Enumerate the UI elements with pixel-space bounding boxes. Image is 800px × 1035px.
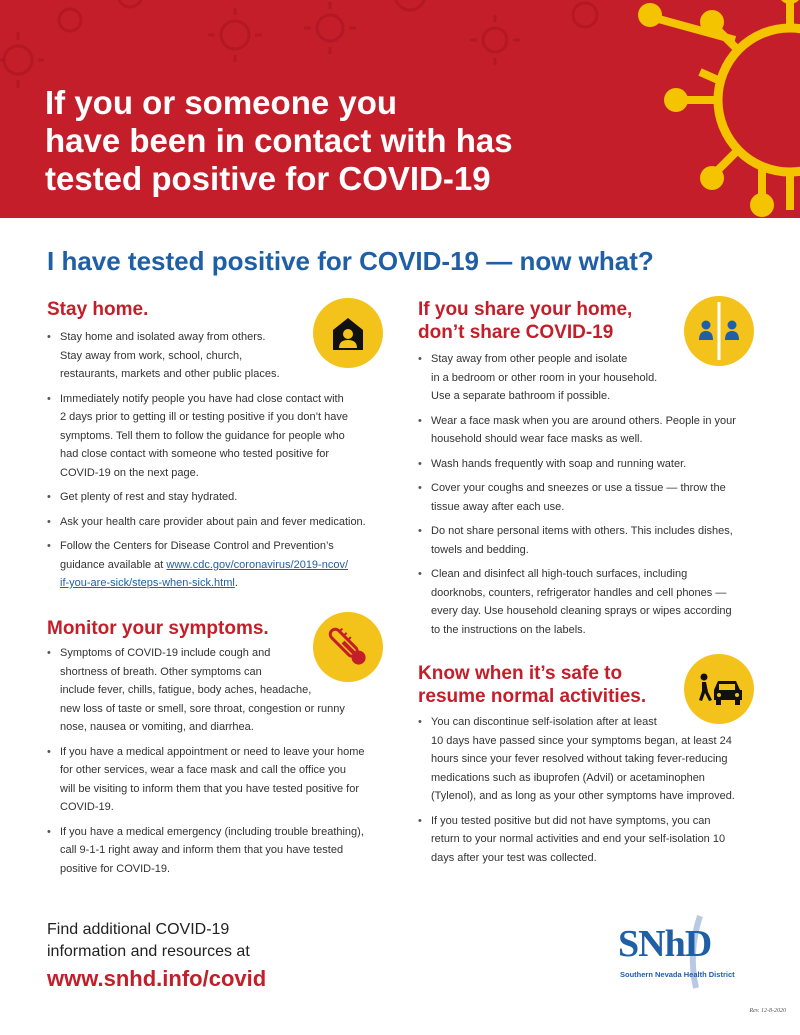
text-line: • Symptoms of COVID-19 include cough and bbox=[60, 647, 271, 659]
list-item bbox=[418, 522, 763, 559]
text-line: will be visiting to inform them that you have tested positive for bbox=[60, 782, 359, 795]
stay-home-list bbox=[47, 328, 387, 599]
list-item bbox=[418, 455, 763, 474]
text-line: • Stay home and isolated away from others. bbox=[60, 331, 266, 343]
text-line: COVID-19. bbox=[60, 801, 114, 813]
page-subtitle: I have tested positive for COVID-19 — now what? bbox=[47, 246, 654, 276]
text-line: positive for COVID-19. bbox=[60, 862, 171, 875]
text-line: • Cover your coughs and sneezes or use a tissue — throw the bbox=[431, 482, 726, 494]
text-line: • Clean and disinfect all high-touch surfaces, including bbox=[431, 568, 688, 580]
safe-title-line: resume normal activities. bbox=[418, 686, 647, 707]
text-line: new loss of taste or smell, sore throat, congestion or runny bbox=[60, 702, 345, 715]
text-line: symptoms. Tell them to follow the guidance for people who bbox=[60, 429, 345, 442]
text-line: • If you tested positive but did not have symptoms, you can bbox=[431, 814, 711, 827]
text-line: include fever, chills, fatigue, body aches, headache, bbox=[60, 684, 312, 696]
list-item bbox=[418, 412, 763, 449]
text-line: in a bedroom or other room in your household. bbox=[431, 371, 658, 384]
stay-home-title bbox=[47, 298, 148, 321]
header-banner bbox=[0, 0, 800, 218]
list-item bbox=[418, 812, 763, 868]
text-line: • Wash hands frequently with soap and running water. bbox=[431, 457, 687, 470]
text-line: to the instructions on the labels. bbox=[431, 623, 586, 636]
share-home-title bbox=[418, 298, 632, 344]
logo-letters: SNhD bbox=[618, 923, 712, 965]
safe-title bbox=[418, 662, 646, 708]
list-item bbox=[47, 823, 392, 879]
text-line: (Tylenol), and as long as your other symptoms have improved. bbox=[431, 790, 735, 802]
safe-title-line: Know when it’s safe to bbox=[418, 663, 623, 684]
text-line: • Ask your health care provider about pain and fever medication. bbox=[60, 515, 366, 528]
text-line: doorknobs, counters, refrigerator handles and cell phones — bbox=[431, 586, 727, 599]
text-line bbox=[60, 574, 387, 593]
header-title-line: If you or someone you bbox=[45, 84, 398, 121]
text-line: hours since your fever resolved without taking fever-reducing bbox=[431, 753, 728, 765]
text-line: for other services, wear a face mask and call the office you bbox=[60, 764, 346, 776]
text-line: • Immediately notify people you have had close contact with bbox=[60, 392, 344, 405]
text-line: • Do not share personal items with others. This includes dishes, bbox=[431, 525, 733, 537]
cdc-guidance-link[interactable]: www.cdc.gov/coronavirus/2019-ncov/ bbox=[166, 558, 349, 571]
stay-home-title-text: Stay home. bbox=[47, 299, 149, 320]
monitor-list bbox=[47, 644, 392, 884]
text-fragment: guidance available at bbox=[60, 558, 167, 571]
header-title-line: tested positive for COVID-19 bbox=[45, 160, 491, 197]
share-home-title-line: If you share your home, bbox=[418, 299, 633, 320]
text-line: shortness of breath. Other symptoms can bbox=[60, 665, 262, 678]
text-line: medications such as ibuprofen (Advil) or acetaminophen bbox=[431, 771, 705, 784]
text-line: household should wear face masks as well. bbox=[431, 433, 643, 445]
footer-text-line: Find additional COVID-19 bbox=[47, 921, 230, 938]
text-line: 10 days have passed since your symptoms began, at least 24 bbox=[431, 734, 732, 747]
list-item bbox=[418, 713, 763, 806]
text-line: call 9-1-1 right away and inform them that you have tested bbox=[60, 844, 344, 856]
list-item bbox=[418, 479, 763, 516]
text-line: • You can discontinue self-isolation after at least bbox=[431, 716, 657, 728]
text-line: • If you have a medical emergency (including trouble breathing), bbox=[60, 825, 364, 838]
share-home-list bbox=[418, 350, 763, 645]
text-line: • Get plenty of rest and stay hydrated. bbox=[60, 491, 238, 503]
text-line: days after your test was collected. bbox=[431, 851, 597, 864]
list-item bbox=[47, 644, 392, 737]
text-line: tissue away after each use. bbox=[431, 500, 565, 513]
text-fragment: . bbox=[234, 577, 238, 589]
monitor-title bbox=[47, 617, 269, 640]
list-item bbox=[418, 565, 763, 639]
list-item bbox=[47, 537, 387, 593]
text-line: return to your normal activities and end your self-isolation 10 bbox=[431, 833, 726, 845]
list-item bbox=[47, 743, 392, 817]
list-item bbox=[418, 350, 763, 406]
text-line: Use a separate bathroom if possible. bbox=[431, 390, 611, 402]
text-line: • Stay away from other people and isolate bbox=[431, 353, 628, 365]
text-line: COVID-19 on the next page. bbox=[60, 466, 199, 479]
text-line bbox=[60, 556, 387, 575]
text-line: • Follow the Centers for Disease Control and Prevention’s bbox=[60, 540, 334, 552]
header-title-line: have been in contact with has bbox=[45, 122, 513, 159]
list-item bbox=[47, 488, 387, 507]
share-home-title-line: don’t share COVID-19 bbox=[418, 322, 614, 343]
snhd-covid-link[interactable]: www.snhd.info/covid bbox=[47, 966, 267, 991]
text-line: nose, nausea or vomiting, and diarrhea. bbox=[60, 721, 254, 733]
cdc-guidance-link-continued[interactable]: if-you-are-sick/steps-when-sick.html bbox=[60, 577, 235, 589]
text-line: towels and bedding. bbox=[431, 543, 529, 556]
logo-tagline: Southern Nevada Health District bbox=[620, 970, 735, 979]
footer-text-line: information and resources at bbox=[47, 943, 250, 960]
text-line: • Wear a face mask when you are around others. People in your bbox=[431, 414, 736, 427]
text-line: • If you have a medical appointment or need to leave your home bbox=[60, 745, 365, 758]
text-line: had close contact with someone who tested positive for bbox=[60, 448, 330, 460]
header-title bbox=[45, 84, 605, 198]
text-line: restaurants, markets and other public places. bbox=[60, 368, 280, 380]
list-item bbox=[47, 328, 387, 384]
list-item bbox=[47, 513, 387, 532]
safe-list bbox=[418, 713, 763, 873]
text-line: 2 days prior to getting ill or testing positive if you don’t have bbox=[60, 411, 348, 423]
footer-text bbox=[47, 919, 250, 963]
list-item bbox=[47, 390, 387, 483]
text-line: Stay away from work, school, church, bbox=[60, 349, 243, 362]
revision-date: Rev. 12-8-2020 bbox=[749, 1008, 786, 1014]
text-line: every day. Use household cleaning sprays or wipes according bbox=[431, 605, 732, 617]
snhd-logo bbox=[618, 912, 758, 990]
monitor-title-text: Monitor your symptoms. bbox=[47, 618, 269, 639]
